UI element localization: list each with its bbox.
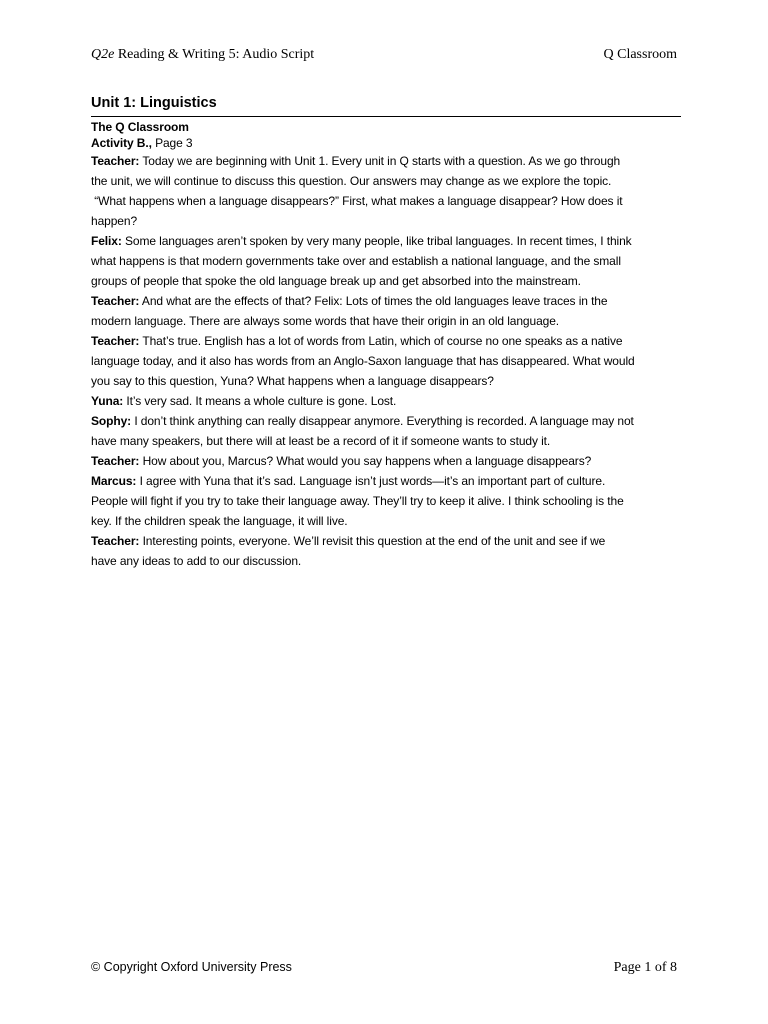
script-line: [91, 531, 683, 551]
activity-page: Page 3: [155, 136, 193, 150]
activity-line: [91, 135, 683, 151]
dialogue-text: language today, and it also has words from an Anglo-Saxon language that has disappeared. What would: [91, 354, 635, 368]
page-header: [91, 47, 677, 67]
script-line: [91, 431, 683, 451]
script-body: [91, 119, 683, 571]
speaker-name: Teacher:: [91, 534, 140, 548]
series-name: Q2e: [91, 47, 115, 62]
dialogue-text: happen?: [91, 214, 138, 228]
script-line: [91, 271, 683, 291]
script-line: [91, 171, 683, 191]
script-line: [91, 231, 683, 251]
speaker-name: Marcus:: [91, 474, 137, 488]
script-line: [91, 291, 683, 311]
script-line: [91, 391, 683, 411]
dialogue-text: Today we are beginning with Unit 1. Every unit in Q starts with a question. As we go through: [142, 154, 621, 168]
script-line: [91, 251, 683, 271]
script-line: [91, 191, 683, 211]
speaker-name: Yuna:: [91, 394, 124, 408]
dialogue-text: I agree with Yuna that it’s sad. Language isn’t just words—it’s an important part of culture.: [139, 474, 606, 488]
copyright-notice: © Copyright Oxford University Press: [91, 960, 292, 974]
page-number: Page 1 of 8: [613, 960, 677, 975]
dialogue-text: modern language. There are always some words that have their origin in an old language.: [91, 314, 560, 328]
script-line: [91, 491, 683, 511]
page-footer: [91, 960, 677, 980]
script-line: [91, 211, 683, 231]
script-line: [91, 411, 683, 431]
dialogue-text: have many speakers, but there will at least be a record of it if someone wants to study it.: [91, 434, 551, 448]
script-line: [91, 151, 683, 171]
speaker-name: Teacher:: [91, 454, 140, 468]
speaker-name: Teacher:: [91, 334, 140, 348]
activity-label: Activity B.,: [91, 136, 152, 150]
unit-title: Unit 1: Linguistics: [91, 95, 217, 111]
speaker-name: Teacher:: [91, 154, 140, 168]
script-line: [91, 311, 683, 331]
dialogue-text: groups of people that spoke the old language break up and get absorbed into the mainstream.: [91, 274, 581, 288]
dialogue-text: have any ideas to add to our discussion.: [91, 554, 302, 568]
dialogue-text: what happens is that modern governments take over and establish a national language, and the small: [91, 254, 621, 268]
speaker-name: Sophy:: [91, 414, 132, 428]
header-section: Q Classroom: [603, 47, 677, 62]
script-line: [91, 351, 683, 371]
dialogue-text: People will fight if you try to take their language away. They’ll try to keep it alive. I think schooling is the: [91, 494, 624, 508]
book-title: Reading & Writing 5: Audio Script: [117, 47, 315, 62]
speaker-name: Teacher:: [91, 294, 140, 308]
script-line: [91, 451, 683, 471]
speaker-name: Felix:: [91, 234, 122, 248]
dialogue-text: you say to this question, Yuna? What happens when a language disappears?: [91, 374, 494, 388]
dialogue-text: I don’t think anything can really disappear anymore. Everything is recorded. A language may not: [134, 414, 634, 428]
dialogue-text: That’s true. English has a lot of words from Latin, which of course no one speaks as a native: [142, 334, 623, 348]
dialogue-text: “What happens when a language disappears?” First, what makes a language disappear? How does it: [91, 194, 623, 208]
dialogue-text: key. If the children speak the language, it will live.: [91, 514, 348, 528]
dialogue-text: It’s very sad. It means a whole culture is gone. Lost.: [126, 394, 397, 408]
script-line: [91, 511, 683, 531]
script-line: [91, 371, 683, 391]
dialogue-text: the unit, we will continue to discuss this question. Our answers may change as we explore the topic.: [91, 174, 612, 188]
script-line: [91, 551, 683, 571]
dialogue-text: Some languages aren’t spoken by very many people, like tribal languages. In recent times, I think: [124, 234, 632, 248]
dialogue-text: How about you, Marcus? What would you say happens when a language disappears?: [142, 454, 592, 468]
dialogue-text: And what are the effects of that? Felix: Lots of times the old languages leave traces in the: [141, 294, 608, 308]
title-divider: [91, 116, 681, 117]
header-title: [91, 47, 314, 63]
dialogue-text: Interesting points, everyone. We’ll revisit this question at the end of the unit and see if we: [142, 534, 606, 548]
script-lines: [91, 151, 683, 571]
script-line: [91, 331, 683, 351]
section-title: The Q Classroom: [91, 120, 189, 134]
script-line: [91, 471, 683, 491]
